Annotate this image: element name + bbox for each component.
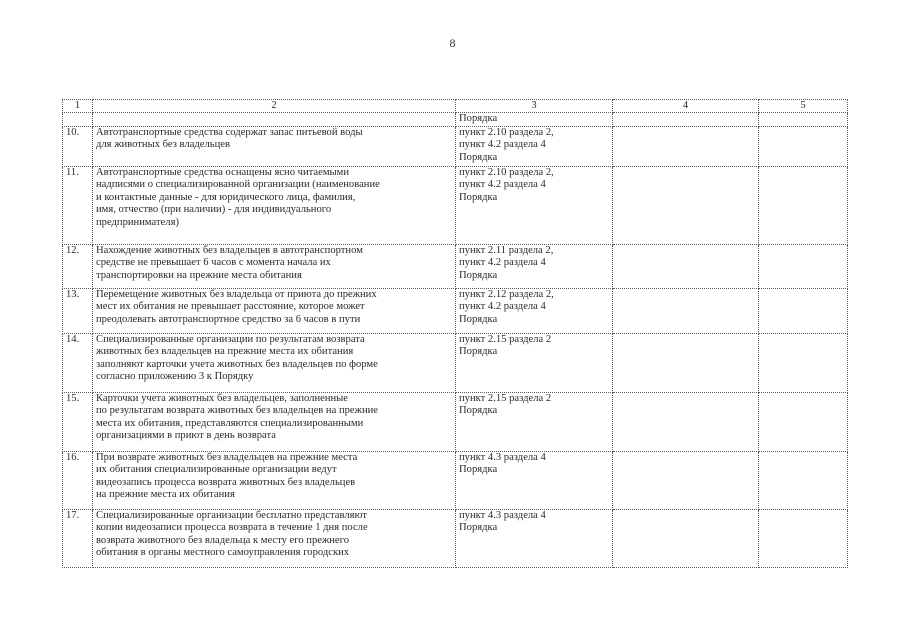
reference-text: пункт 2.10 раздела 2, пункт 4.2 раздела 4 Порядка	[459, 166, 554, 203]
empty-cell	[613, 244, 759, 288]
empty-cell	[759, 333, 848, 392]
requirement-text: Перемещение животных без владельца от приюта до прежних мест их обитания не превышает расстояние, которое может преодолевать автотранспортное средство за 6 часов в пути	[96, 288, 377, 325]
requirement-text: Нахождение животных без владельцев в автотранспортном средстве не превышает 6 часов с момента начала их транспортировки на прежние места обитания	[96, 244, 363, 281]
requirement-text: При возврате животных без владельцев на прежние места их обитания специализированные организации ведут видеозапись процесса возврата животных без владельцев на прежние места их обитания	[96, 451, 358, 501]
table-row	[63, 126, 848, 166]
empty-cell	[613, 392, 759, 451]
requirement-text: Специализированные организации бесплатно представляют копии видеозаписи процесса возврата в течение 1 дня после возврата животного без владельца к месту его прежнего обитания в органы местного самоуправления городских	[96, 509, 368, 559]
reference-text: пункт 4.3 раздела 4 Порядка	[459, 509, 546, 534]
reference-text: пункт 2.12 раздела 2, пункт 4.2 раздела 4 Порядка	[459, 288, 554, 325]
requirement-text: Автотранспортные средства содержат запас питьевой воды для животных без владельцев	[96, 126, 363, 151]
reference-text: пункт 4.3 раздела 4 Порядка	[459, 451, 546, 476]
table-row	[63, 333, 848, 392]
column-header: 1	[63, 100, 93, 113]
empty-cell	[613, 451, 759, 509]
table-row	[63, 288, 848, 333]
reference-text: пункт 2.15 раздела 2 Порядка	[459, 392, 552, 417]
empty-cell	[759, 244, 848, 288]
checklist-table	[62, 99, 848, 568]
row-number-cell: 17.	[63, 509, 93, 567]
row-number-cell: 11.	[63, 166, 93, 244]
empty-cell	[613, 288, 759, 333]
empty-cell	[613, 113, 759, 127]
empty-cell	[759, 113, 848, 127]
row-number-cell: 12.	[63, 244, 93, 288]
reference-cell: Порядка	[456, 113, 613, 127]
column-header: 5	[759, 100, 848, 113]
empty-cell	[613, 509, 759, 567]
row-number-cell: 10.	[63, 126, 93, 166]
table-row-continuation	[63, 113, 848, 127]
empty-cell	[759, 166, 848, 244]
requirement-text: Специализированные организации по результатам возврата животных без владельцев на прежние места их обитания заполняют карточки учета животных без владельцев по форме согласно приложению 3 к Порядку	[96, 333, 378, 383]
requirement-cell	[93, 113, 456, 127]
empty-cell	[759, 509, 848, 567]
row-number-cell	[63, 113, 93, 127]
page-number: 8	[449, 36, 456, 50]
empty-cell	[613, 166, 759, 244]
empty-cell	[613, 126, 759, 166]
empty-cell	[759, 288, 848, 333]
row-number-cell: 16.	[63, 451, 93, 509]
requirement-text: Автотранспортные средства оснащены ясно читаемыми надписями о специализированной организации (наименование и контактные данные - для юридического лица, фамилия, имя, отчество (при наличии) - для индивидуального предпринимателя)	[96, 166, 380, 228]
table-row	[63, 166, 848, 244]
header-row	[63, 100, 848, 113]
empty-cell	[759, 392, 848, 451]
row-number-cell: 14.	[63, 333, 93, 392]
column-header: 2	[93, 100, 456, 113]
reference-text: пункт 2.11 раздела 2, пункт 4.2 раздела 4 Порядка	[459, 244, 554, 281]
requirement-text: Карточки учета животных без владельцев, заполненные по результатам возврата животных без владельцев на прежние места их обитания, представляются специализированными организациями в приют в день возврата	[96, 392, 378, 442]
row-number-cell: 15.	[63, 392, 93, 451]
reference-text: пункт 2.15 раздела 2 Порядка	[459, 333, 552, 358]
column-header: 4	[613, 100, 759, 113]
table-row	[63, 392, 848, 451]
reference-text: пункт 2.10 раздела 2, пункт 4.2 раздела 4 Порядка	[459, 126, 554, 163]
empty-cell	[759, 126, 848, 166]
empty-cell	[759, 451, 848, 509]
table-row	[63, 509, 848, 567]
column-header: 3	[456, 100, 613, 113]
row-number-cell: 13.	[63, 288, 93, 333]
table-row	[63, 244, 848, 288]
table-row	[63, 451, 848, 509]
empty-cell	[613, 333, 759, 392]
